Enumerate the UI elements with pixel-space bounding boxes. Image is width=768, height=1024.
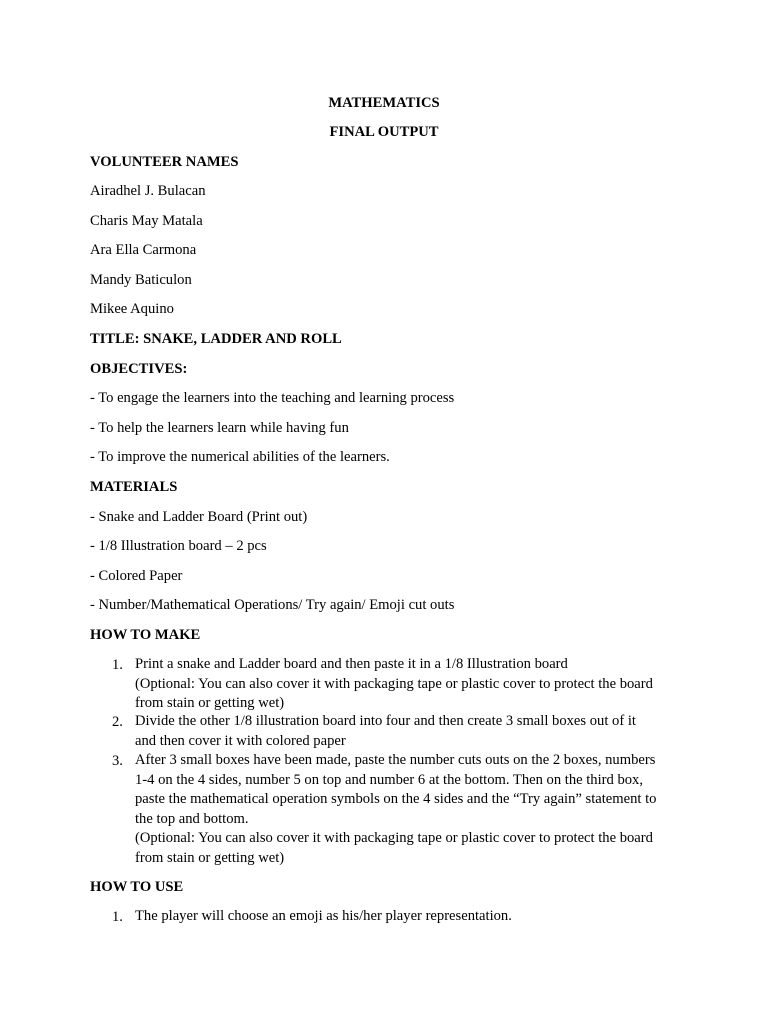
objectives-heading: OBJECTIVES: — [90, 361, 188, 377]
volunteer-name: Charis May Matala — [90, 213, 203, 229]
step-number: 1. — [112, 909, 123, 925]
objective-item: - To help the learners learn while having fun — [90, 420, 349, 436]
step-line: Divide the other 1/8 illustration board into four and then create 3 small boxes out of it — [135, 713, 636, 729]
volunteer-name: Airadhel J. Bulacan — [90, 183, 206, 199]
step-line: from stain or getting wet) — [135, 849, 285, 866]
materials-heading: MATERIALS — [90, 479, 178, 495]
step-line: 1-4 on the 4 sides, number 5 on top and number 6 at the bottom. Then on the third box, — [135, 771, 644, 788]
objective-item: - To improve the numerical abilities of the learners. — [90, 449, 390, 465]
material-item: - Snake and Ladder Board (Print out) — [90, 509, 308, 525]
how-to-use-heading: HOW TO USE — [90, 879, 184, 895]
volunteer-name: Mikee Aquino — [90, 301, 174, 317]
project-title: TITLE: SNAKE, LADDER AND ROLL — [90, 331, 342, 347]
volunteers-heading: VOLUNTEER NAMES — [90, 154, 239, 170]
how-to-make-heading: HOW TO MAKE — [90, 627, 201, 643]
subject-heading: MATHEMATICS — [328, 95, 440, 111]
how-to-make-step — [135, 751, 695, 868]
how-to-use-step — [135, 907, 695, 927]
objective-item: - To engage the learners into the teaching and learning process — [90, 390, 455, 406]
step-number: 3. — [112, 753, 123, 769]
step-number: 2. — [112, 714, 123, 730]
material-item: - Colored Paper — [90, 568, 183, 584]
volunteer-name: Ara Ella Carmona — [90, 242, 197, 258]
step-line: (Optional: You can also cover it with packaging tape or plastic cover to protect the board — [135, 675, 653, 692]
final-output-heading: FINAL OUTPUT — [329, 124, 439, 140]
volunteer-name: Mandy Baticulon — [90, 272, 192, 288]
how-to-make-step — [135, 712, 695, 751]
step-line: (Optional: You can also cover it with packaging tape or plastic cover to protect the board — [135, 830, 653, 846]
step-line: After 3 small boxes have been made, paste the number cuts outs on the 2 boxes, numbers — [135, 752, 656, 768]
step-line: and then cover it with colored paper — [135, 732, 346, 749]
step-line: the top and bottom. — [135, 810, 249, 827]
step-line: Print a snake and Ladder board and then paste it in a 1/8 Illustration board — [135, 656, 568, 672]
step-line: The player will choose an emoji as his/her player representation. — [135, 908, 512, 924]
step-number: 1. — [112, 657, 123, 673]
material-item: - Number/Mathematical Operations/ Try again/ Emoji cut outs — [90, 597, 455, 613]
material-item: - 1/8 Illustration board – 2 pcs — [90, 538, 267, 554]
how-to-make-step — [135, 655, 695, 714]
step-line: from stain or getting wet) — [135, 695, 285, 711]
step-line: paste the mathematical operation symbols on the 4 sides and the “Try again” statement to — [135, 791, 657, 807]
